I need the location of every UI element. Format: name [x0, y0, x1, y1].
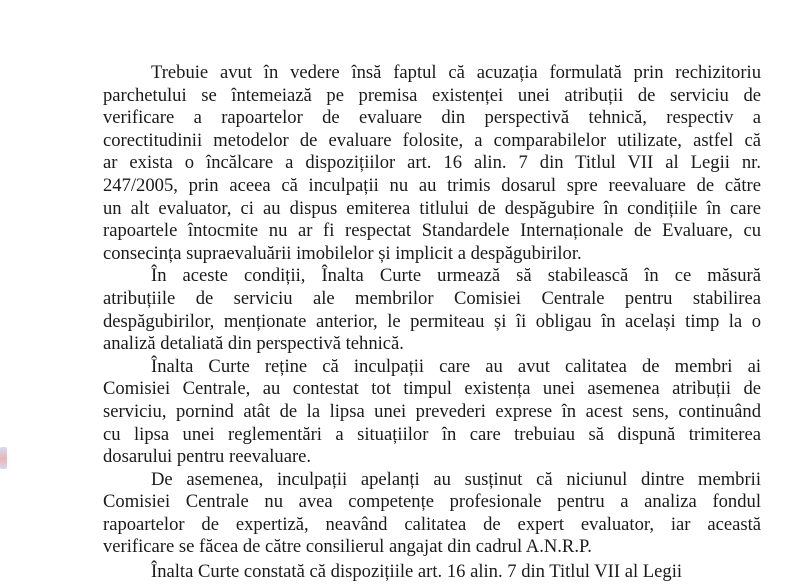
text-line: 247/2005, prin aceea că inculpații nu au trimis dosarul spre reevaluare de către — [103, 174, 761, 196]
text-line: Trebuie avut în vedere însă faptul că acuzația formulată prin rechizitoriu — [151, 62, 761, 83]
text-line: rapoartele întocmite nu ar fi respectat Standardele Internaționale de Evaluare, cu — [103, 220, 761, 242]
paragraph-3 — [103, 356, 761, 469]
text-line: verificare a rapoartelor de evaluare din perspectivă tehnică, respectiv a — [103, 107, 761, 129]
text-line: ar exista o încălcare a dispozițiilor art. 16 alin. 7 din Titlul VII al Legii nr. — [103, 152, 761, 174]
text-line: serviciu, pornind atât de la lipsa unei prevederi exprese în acest sens, continuând — [103, 400, 761, 422]
text-line: rapoartelor de expertiză, neavând calitatea de expert evaluator, iar această — [103, 513, 761, 535]
text-line: În aceste condiții, Înalta Curte urmează să stabilească în ce măsură — [151, 265, 761, 287]
text-line: analiză detaliată din perspectivă tehnică. — [103, 333, 404, 355]
document-body — [103, 62, 761, 583]
paragraph-4 — [103, 469, 761, 559]
paragraph-1 — [103, 62, 761, 265]
text-line: despăgubirilor, menționate anterior, le permiteau și îi obligau în același timp la o — [103, 310, 761, 332]
text-line: verificare se făcea de către consilierul angajat din cadrul A.N.R.P. — [103, 536, 592, 558]
page-edge-mark — [0, 447, 7, 469]
cut-off-text: Înalta Curte constată că dispozițiile art. 16 alin. 7 din Titlul VII al Legii — [151, 561, 683, 583]
text-line: Înalta Curte reține că inculpații care au avut calitatea de membri ai — [151, 355, 761, 377]
text-line: De asemenea, inculpații apelanți au susținut că niciunul dintre membrii — [151, 468, 761, 490]
text-line: dosarului pentru reevaluare. — [103, 446, 312, 468]
cut-off-text-line — [103, 561, 761, 583]
text-line: cu lipsa unei reglementări a situațiilor în care trebuiau să dispună trimiterea — [103, 423, 761, 445]
paragraph-2 — [103, 265, 761, 355]
text-line: consecința supraevaluării imobilelor și implicit a despăgubirilor. — [103, 242, 582, 264]
text-line: un alt evaluator, ci au dispus emiterea titlului de despăgubire în condițiile în care — [103, 197, 761, 219]
text-line: Comisiei Centrale nu avea competențe profesionale pentru a analiza fondul — [103, 491, 761, 513]
text-line: parchetului se întemeiază pe premisa existenței unei atribuții de serviciu de — [103, 84, 761, 106]
text-line: Comisiei Centrale, au contestat tot timpul existența unei asemenea atribuții de — [103, 378, 761, 400]
text-line: corectitudinii metodelor de evaluare folosite, a comparabilelor utilizate, astfel că — [103, 129, 761, 151]
text-line: atribuțiile de serviciu ale membrilor Comisiei Centrale pentru stabilirea — [103, 287, 761, 309]
